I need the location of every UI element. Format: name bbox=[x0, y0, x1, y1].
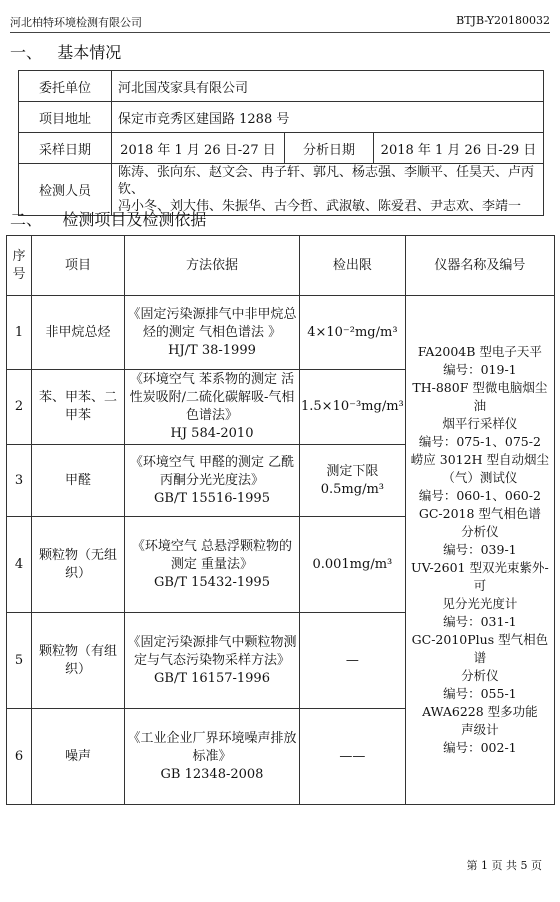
section-1-title bbox=[10, 40, 121, 63]
row-limit: 测定下限 0.5mg/m³ bbox=[300, 445, 406, 517]
method-std: GB 12348-2008 bbox=[160, 766, 264, 782]
instrument-line: GC-2010Plus 型气相色谱 bbox=[411, 632, 549, 665]
instrument-line: 编号：002-1 bbox=[443, 740, 517, 755]
info-row bbox=[19, 71, 544, 102]
method-std: GB/T 15432-1995 bbox=[154, 574, 270, 590]
people-label: 检测人员 bbox=[19, 164, 112, 216]
table-row bbox=[7, 296, 555, 370]
row-method bbox=[125, 445, 300, 517]
header-method: 方法依据 bbox=[125, 236, 300, 296]
row-limit: 1.5×10⁻³mg/m³ bbox=[300, 370, 406, 445]
section-heading: 基本情况 bbox=[57, 43, 122, 62]
row-no: 2 bbox=[7, 370, 32, 445]
instrument-line: FA2004B 型电子天平 bbox=[417, 344, 542, 359]
instrument-line: 见分光光度计 bbox=[442, 596, 518, 611]
row-no: 4 bbox=[7, 517, 32, 613]
instrument-line: 编号：019-1 bbox=[443, 362, 517, 377]
method-text: 《环境空气 苯系物的测定 活性炭吸附/二硫化碳解吸-气相色谱法》 bbox=[129, 372, 295, 423]
people-line: 冯小冬、刘大伟、朱振华、古今哲、武淑敏、陈爱君、尹志欢、李靖一 bbox=[118, 199, 522, 214]
instrument-line: 分析仪 bbox=[461, 524, 499, 539]
method-text: 《环境空气 甲醛的测定 乙酰丙酮分光光度法》 bbox=[129, 454, 295, 488]
page-header bbox=[10, 14, 550, 33]
row-no: 5 bbox=[7, 613, 32, 709]
method-std: GB/T 15516-1995 bbox=[154, 490, 270, 506]
sampling-label: 采样日期 bbox=[19, 133, 112, 164]
row-limit: 0.001mg/m³ bbox=[300, 517, 406, 613]
row-method bbox=[125, 613, 300, 709]
row-no: 3 bbox=[7, 445, 32, 517]
instrument-line: 声级计 bbox=[461, 722, 499, 737]
row-item: 颗粒物（无组织） bbox=[32, 517, 125, 613]
instrument-list bbox=[405, 296, 554, 805]
row-method bbox=[125, 517, 300, 613]
method-std: HJ 584-2010 bbox=[170, 426, 254, 441]
address-label: 项目地址 bbox=[19, 102, 112, 133]
row-item: 非甲烷总烃 bbox=[32, 296, 125, 370]
row-method bbox=[125, 296, 300, 370]
row-item: 颗粒物（有组织） bbox=[32, 613, 125, 709]
instrument-line: （气）测试仪 bbox=[442, 470, 518, 485]
row-item: 苯、甲苯、二甲苯 bbox=[32, 370, 125, 445]
section-2-title bbox=[10, 207, 206, 230]
section-number: 二、 bbox=[10, 210, 43, 229]
method-std: GB/T 16157-1996 bbox=[154, 670, 270, 686]
instrument-line: 编号：039-1 bbox=[443, 542, 517, 557]
table-header-row bbox=[7, 236, 555, 296]
company-name: 河北柏特环境检测有限公司 bbox=[10, 16, 142, 29]
sampling-value: 2018 年 1 月 26 日-27 日 bbox=[112, 133, 285, 164]
row-no: 1 bbox=[7, 296, 32, 370]
instrument-line: AWA6228 型多功能 bbox=[422, 704, 538, 719]
instrument-line: 编号：055-1 bbox=[443, 686, 517, 701]
row-method bbox=[125, 709, 300, 805]
row-limit: —— bbox=[300, 709, 406, 805]
analysis-label: 分析日期 bbox=[285, 133, 374, 164]
address-value: 保定市竞秀区建国路 1288 号 bbox=[112, 102, 544, 133]
instrument-line: 烟平行采样仪 bbox=[442, 416, 518, 431]
instrument-line: 分析仪 bbox=[461, 668, 499, 683]
page-number: 第 1 页 共 5 页 bbox=[466, 859, 542, 872]
method-std: HJ/T 38-1999 bbox=[168, 342, 256, 358]
info-row bbox=[19, 133, 544, 164]
instrument-line: 崂应 3012H 型自动烟尘 bbox=[410, 452, 549, 467]
basic-info-table bbox=[18, 70, 544, 216]
people-line: 陈涛、张向东、赵文会、冉子轩、郭凡、杨志强、李顺平、任昊天、卢丙钦、 bbox=[118, 165, 535, 197]
client-value: 河北国茂家具有限公司 bbox=[112, 71, 544, 102]
instrument-line: GC-2018 型气相色谱 bbox=[418, 506, 541, 521]
instrument-line: 编号：031-1 bbox=[443, 614, 517, 629]
header-item: 项目 bbox=[32, 236, 125, 296]
report-code: BTJB-Y20180032 bbox=[456, 14, 550, 27]
section-heading: 检测项目及检测依据 bbox=[62, 210, 207, 229]
method-text: 《环境空气 总悬浮颗粒物的测定 重量法》 bbox=[131, 538, 293, 572]
instrument-line: UV-2601 型双光束紫外-可 bbox=[411, 560, 549, 593]
row-item: 噪声 bbox=[32, 709, 125, 805]
client-label: 委托单位 bbox=[19, 71, 112, 102]
header-no: 序号 bbox=[7, 236, 32, 296]
method-text: 《固定污染源排气中颗粒物测定与气态污染物采样方法》 bbox=[127, 634, 297, 668]
instrument-line: TH-880F 型微电脑烟尘油 bbox=[412, 380, 548, 413]
method-text: 《工业企业厂界环境噪声排放标准》 bbox=[127, 730, 297, 764]
row-limit: — bbox=[300, 613, 406, 709]
method-text: 《固定污染源排气中非甲烷总烃的测定 气相色谱法 》 bbox=[127, 306, 297, 340]
header-limit: 检出限 bbox=[300, 236, 406, 296]
analysis-value: 2018 年 1 月 26 日-29 日 bbox=[374, 133, 544, 164]
row-no: 6 bbox=[7, 709, 32, 805]
row-limit: 4×10⁻²mg/m³ bbox=[300, 296, 406, 370]
instrument-line: 编号：075-1、075-2 bbox=[418, 434, 541, 449]
row-item: 甲醛 bbox=[32, 445, 125, 517]
test-items-table bbox=[6, 235, 555, 805]
section-number: 一、 bbox=[10, 43, 43, 62]
instrument-line: 编号：060-1、060-2 bbox=[418, 488, 541, 503]
header-instrument: 仪器名称及编号 bbox=[405, 236, 554, 296]
info-row bbox=[19, 102, 544, 133]
row-method bbox=[125, 370, 300, 445]
